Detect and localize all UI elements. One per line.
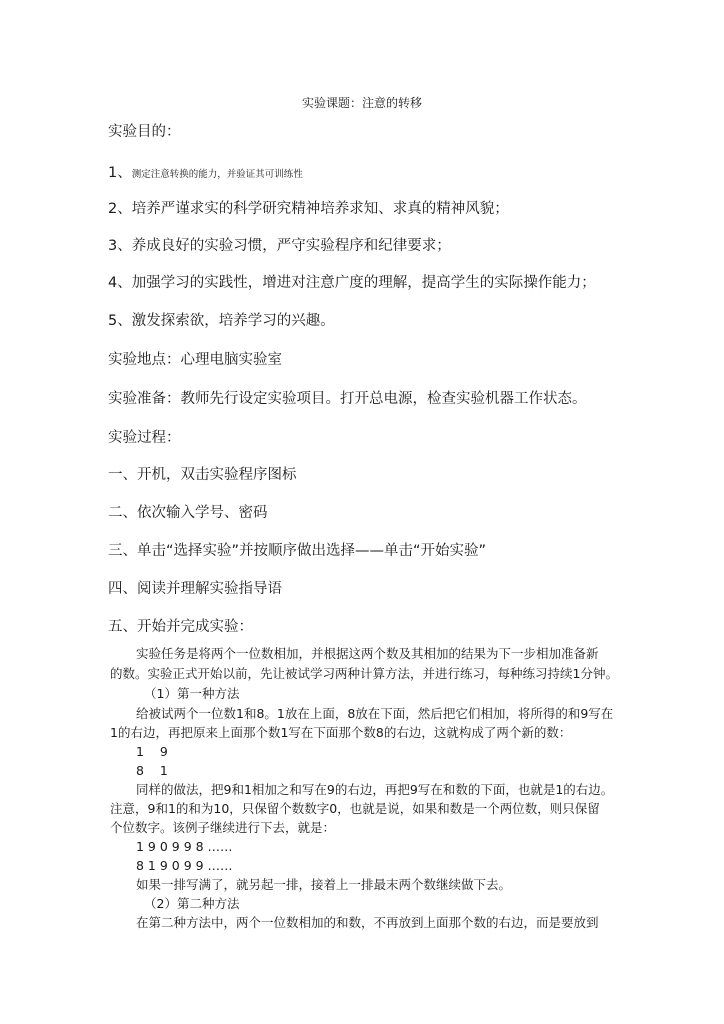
purpose-item-1-number: 1、 bbox=[108, 165, 132, 181]
step-3: 三、单击“选择实验”并按顺序做出选择——单击“开始实验” bbox=[108, 543, 487, 559]
step-1: 一、开机，双击实验程序图标 bbox=[108, 467, 297, 483]
body-line-2: 的数。实验正式开始以前，先让被试学习两种计算方法，并进行练习，每种练习持续1分钟。 bbox=[110, 666, 618, 681]
body-line-4: 1的右边，再把原来上面那个数1写在下面那个数8的右边，这就构成了两个新的数： bbox=[110, 725, 572, 740]
step-4: 四、阅读并理解实验指导语 bbox=[108, 581, 282, 597]
purpose-item-1 bbox=[108, 162, 303, 182]
purpose-item-1-text: 测定注意转换的能力，并验证其可训练性 bbox=[131, 169, 303, 180]
example-row-4: 8 1 9 0 9 9 …… bbox=[136, 858, 233, 873]
method-2-heading: （2）第二种方法 bbox=[144, 896, 240, 911]
purpose-item-2: 2、培养严谨求实的科学研究精神培养求知、求真的精神风貌； bbox=[108, 201, 509, 217]
body-line-1: 实验任务是将两个一位数相加，并根据这两个数及其相加的结果为下一步相加准备新 bbox=[136, 646, 599, 661]
body-line-7: 个位数字。该例子继续进行下去，就是： bbox=[110, 820, 336, 835]
experiment-location: 实验地点：心理电脑实验室 bbox=[108, 352, 282, 368]
page-title: 实验课题：注意的转移 bbox=[301, 96, 422, 110]
example-row-3: 1 9 0 9 9 8 …… bbox=[136, 839, 233, 854]
step-5: 五、开始并完成实验： bbox=[108, 619, 253, 635]
body-line-6: 注意，9和1的和为10，只保留个数数字0，也就是说，如果和数是一个两位数，则只保留 bbox=[110, 801, 600, 816]
body-line-3: 给被试两个一位数1和8。1放在上面，8放在下面，然后把它们相加，将所得的和9写在 bbox=[136, 706, 614, 721]
purpose-item-3: 3、养成良好的实验习惯，严守实验程序和纪律要求； bbox=[108, 238, 451, 254]
example-row-2: 8 1 bbox=[136, 763, 168, 778]
body-line-9: 在第二种方法中，两个一位数相加的和数，不再放到上面那个数的右边，而是要放到 bbox=[136, 915, 599, 930]
purpose-item-5: 5、激发探索欲，培养学习的兴趣。 bbox=[108, 313, 335, 329]
body-line-8: 如果一排写满了，就另起一排，接着上一排最末两个数继续做下去。 bbox=[136, 877, 512, 892]
purpose-heading: 实验目的： bbox=[108, 124, 181, 140]
step-2: 二、依次输入学号、密码 bbox=[108, 505, 268, 521]
body-line-5: 同样的做法，把9和1相加之和写在9的右边，再把9写在和数的下面，也就是1的右边。 bbox=[136, 782, 614, 797]
purpose-item-4: 4、加强学习的实践性，增进对注意广度的理解，提高学生的实际操作能力； bbox=[108, 275, 596, 291]
method-1-heading: （1）第一种方法 bbox=[144, 686, 240, 701]
example-row-1: 1 9 bbox=[136, 744, 168, 759]
experiment-preparation: 实验准备：教师先行设定实验项目。打开总电源，检查实验机器工作状态。 bbox=[108, 391, 587, 407]
process-heading: 实验过程： bbox=[108, 430, 181, 446]
